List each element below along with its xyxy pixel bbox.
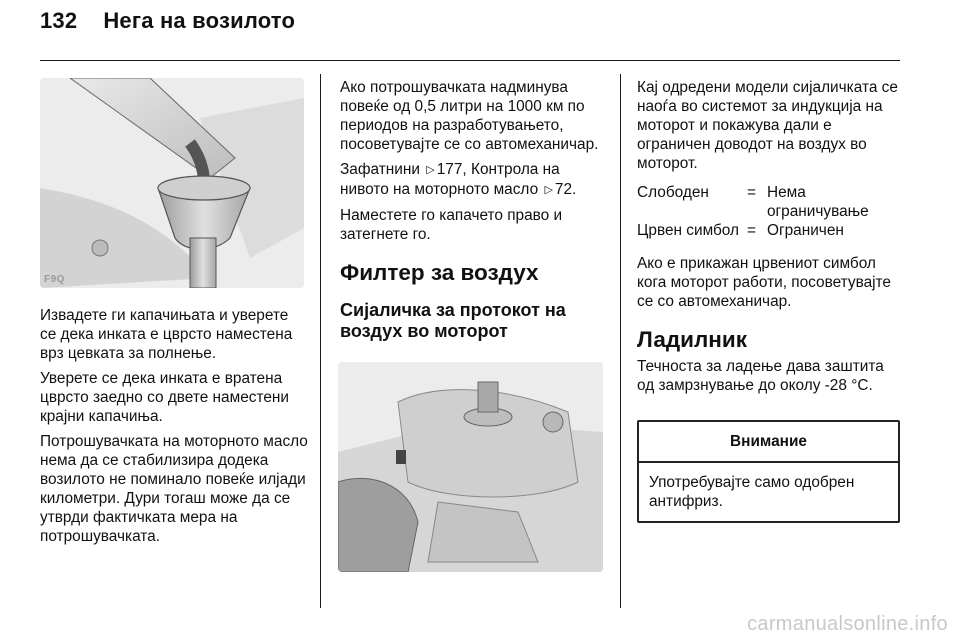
ref-text: , Контрола на нивото на моторното масло	[340, 161, 560, 198]
table-key: Црвен симбол	[637, 222, 740, 239]
column-3-text	[637, 78, 901, 401]
triangle-right-icon: ▷	[426, 164, 435, 176]
warning-box	[637, 420, 900, 523]
table-sep: =	[747, 184, 756, 201]
table-key: Слободен	[637, 184, 709, 201]
oil-funnel-illustration	[40, 78, 304, 288]
subsection-heading: Сијаличка за протокот на воздух во моторот	[340, 300, 566, 341]
ref-text: .	[572, 181, 577, 198]
table-value: Ограничен	[767, 222, 844, 239]
table-value: Нема ограничување	[767, 184, 869, 220]
paragraph: Потрошувачката на моторното масло нема да се стабилизира додека возилото не поминало повеќе илјади километри. Дури тогаш може да се утврди фактичката мера на потрошувачката.	[40, 433, 308, 545]
table-row	[637, 183, 901, 221]
paragraph: Течноста за ладење дава заштита од замрзнување до околу -28 °C.	[637, 358, 884, 394]
page-number: 132	[40, 8, 78, 33]
indicator-table	[637, 183, 901, 240]
column-divider-2	[620, 74, 621, 608]
warning-text: Употребувајте само одобрен антифриз.	[649, 474, 855, 510]
header-rule	[40, 60, 900, 61]
cross-reference	[340, 160, 605, 200]
section-heading: Ладилник	[637, 327, 747, 352]
column-divider-1	[320, 74, 321, 608]
ref-text: Зафатнини	[340, 161, 420, 178]
engine-bay-illustration	[338, 362, 603, 572]
table-sep: =	[747, 222, 756, 239]
oil-funnel-drawing	[40, 78, 304, 288]
figure-label: F9Q	[44, 274, 65, 285]
section-heading: Филтер за воздух	[340, 260, 539, 285]
paragraph: Наместете го капачето право и затегнете го.	[340, 207, 563, 243]
page-title: Нега на возилото	[103, 8, 296, 33]
warning-title: Внимание	[639, 422, 898, 463]
table-row	[637, 221, 901, 240]
paragraph: Кај одредени модели сијаличката се наоѓа во системот за индукција на моторот и покажува дали е ограничен доводот на воздух во моторот.	[637, 79, 898, 172]
column-2-text	[340, 78, 605, 342]
ref-page[interactable]: 72	[554, 181, 573, 198]
column-1-text	[40, 306, 308, 552]
engine-bay-drawing	[338, 362, 603, 572]
paragraph: Ако потрошувачката надминува повеќе од 0,5 литри на 1000 км по периодов на разработувањето, посоветувајте се со автомеханичар.	[340, 79, 599, 153]
paragraph: Извадете ги капачињата и уверете се дека инката е цврсто наместена врз цевката за полнење.	[40, 307, 293, 362]
paragraph: Уверете се дека инката е вратена цврсто заедно со двете наместени крајни капачиња.	[40, 370, 289, 425]
ref-page[interactable]: 177	[436, 161, 463, 178]
triangle-right-icon: ▷	[544, 184, 553, 196]
page-header	[40, 8, 295, 34]
paragraph: Ако е прикажан црвениот симбол кога моторот работи, посоветувајте се со автомеханичар.	[637, 255, 891, 310]
watermark: carmanualsonline.info	[747, 613, 948, 635]
